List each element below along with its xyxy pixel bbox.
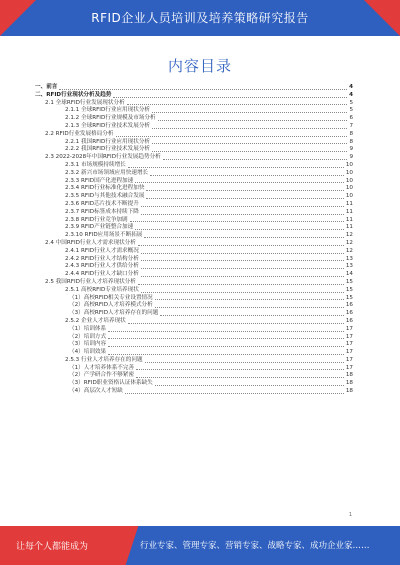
toc-entry[interactable] <box>35 146 353 154</box>
toc-entry-page: 12 <box>345 239 353 246</box>
toc-entry-page: 9 <box>349 154 353 161</box>
toc-entry-title: 2.5.1 高校RFID专业培养现状 <box>65 286 139 293</box>
toc-entry[interactable] <box>35 84 353 92</box>
toc-entry-title: （2）产学研合作不够紧密 <box>69 372 135 379</box>
toc-entry[interactable] <box>35 287 353 295</box>
toc-leader-dots <box>136 376 344 378</box>
toc-entry-title: （2）高校RFID人才培养模式分析 <box>69 302 153 309</box>
toc-entry-title: （3）高校RFID人才培养存在的问题 <box>69 310 159 317</box>
toc-entry-title: 2.3.7 RFID标签成本持续下降 <box>65 208 139 215</box>
toc-leader-dots <box>144 236 343 238</box>
toc-entry[interactable] <box>35 310 353 318</box>
toc-entry-page: 15 <box>345 286 353 293</box>
toc-entry[interactable] <box>35 349 353 357</box>
toc-entry-title: 2.3 2022-2028年中国RFID行业发展趋势分析 <box>45 154 161 161</box>
toc-entry[interactable] <box>35 248 353 256</box>
toc-entry[interactable] <box>35 162 353 170</box>
toc-entry-title: 2.1 全球RFID行业发展现状分析 <box>45 99 125 106</box>
toc-entry[interactable] <box>35 154 353 162</box>
page-number: 1 <box>348 512 352 518</box>
toc-entry-page: 18 <box>345 380 353 387</box>
toc-entry[interactable] <box>35 209 353 217</box>
toc-leader-dots <box>108 353 344 355</box>
toc-heading: 内容目录 <box>167 57 232 75</box>
toc-entry-title: 2.3.1 市场规模持续增长 <box>65 161 126 168</box>
toc-leader-dots <box>108 337 344 339</box>
toc-entry-page: 11 <box>345 224 353 231</box>
toc-leader-dots <box>160 314 344 316</box>
toc-entry[interactable] <box>35 318 353 326</box>
toc-entry-page: 16 <box>345 302 353 309</box>
toc-leader-dots <box>145 361 344 363</box>
toc-entry-page: 4 <box>349 84 353 90</box>
toc-leader-dots <box>113 96 347 98</box>
footer-bar <box>0 526 400 565</box>
toc-entry-page: 11 <box>345 208 353 215</box>
toc-entry-page: 14 <box>345 271 353 278</box>
table-of-contents <box>35 84 353 396</box>
toc-entry-page: 13 <box>345 263 353 270</box>
toc-entry-title: 2.1.2 全球RFID行业规模及市场分析 <box>65 115 156 122</box>
toc-entry[interactable] <box>35 357 353 365</box>
toc-entry-title: 2.4.1 RFID行业人才需求概况 <box>65 247 139 254</box>
toc-entry-page: 15 <box>345 294 353 301</box>
toc-leader-dots <box>163 158 348 160</box>
toc-entry-title: 2.5.2 企业人才培养现状 <box>65 317 126 324</box>
toc-leader-dots <box>135 228 344 230</box>
toc-entry[interactable] <box>35 388 353 396</box>
toc-leader-dots <box>138 244 344 246</box>
toc-entry-page: 11 <box>345 216 353 223</box>
toc-leader-dots <box>146 189 343 191</box>
toc-entry-title: 2.1.3 全球RFID行业技术发展分析 <box>65 122 151 129</box>
toc-leader-dots <box>141 291 344 293</box>
toc-entry-page: 10 <box>345 185 353 192</box>
toc-leader-dots <box>150 174 344 176</box>
toc-entry[interactable] <box>35 263 353 271</box>
toc-leader-dots <box>125 392 344 394</box>
toc-entry-page: 10 <box>345 169 353 176</box>
toc-entry[interactable] <box>35 92 353 100</box>
toc-leader-dots <box>138 283 344 285</box>
toc-leader-dots <box>116 135 348 137</box>
toc-entry-page: 12 <box>345 247 353 254</box>
toc-entry-page: 18 <box>345 388 353 395</box>
toc-entry-page: 17 <box>345 364 353 371</box>
toc-entry[interactable] <box>35 232 353 240</box>
toc-entry-title: 2.4 中国RFID行业人才需求现状分析 <box>45 239 136 246</box>
toc-leader-dots <box>128 166 344 168</box>
toc-leader-dots <box>152 127 347 129</box>
toc-entry-page: 4 <box>349 91 353 98</box>
toc-entry[interactable] <box>35 341 353 349</box>
toc-entry[interactable] <box>35 302 353 310</box>
toc-entry[interactable] <box>35 185 353 193</box>
toc-entry-title: （3）培训内容 <box>69 341 107 348</box>
toc-entry-page: 17 <box>345 341 353 348</box>
toc-leader-dots <box>127 103 348 105</box>
toc-entry[interactable] <box>35 380 353 388</box>
toc-entry-page: 8 <box>349 138 353 145</box>
toc-entry-title: 2.3.5 RFID与其他技术融合发展 <box>65 193 145 200</box>
toc-entry-page: 5 <box>349 99 353 106</box>
toc-leader-dots <box>59 88 347 90</box>
toc-leader-dots <box>141 275 344 277</box>
toc-entry-title: 2.4.4 RFID行业人才缺口分析 <box>65 271 139 278</box>
toc-leader-dots <box>128 322 344 324</box>
toc-entry[interactable] <box>35 123 353 131</box>
toc-leader-dots <box>152 142 347 144</box>
toc-leader-dots <box>141 267 344 269</box>
toc-leader-dots <box>108 330 344 332</box>
header-bar <box>0 0 400 36</box>
toc-entry-page: 6 <box>349 115 353 122</box>
toc-entry-title: （1）高校RFID相关专业设置情况 <box>69 294 153 301</box>
toc-leader-dots <box>158 119 348 121</box>
toc-entry-title: 2.3.10 RFID应用场景不断拓展 <box>65 232 143 239</box>
toc-leader-dots <box>141 213 344 215</box>
toc-leader-dots <box>141 205 344 207</box>
toc-entry-title: 2.2.1 我国RFID行业应用现状分析 <box>65 138 151 145</box>
toc-entry-page: 8 <box>349 130 353 137</box>
toc-entry-page: 13 <box>345 255 353 262</box>
footer-roles: 行业专家、管理专家、营销专家、战略专家、成功企业家…… <box>140 541 370 551</box>
toc-entry[interactable] <box>35 193 353 201</box>
toc-leader-dots <box>136 368 344 370</box>
toc-entry-page: 10 <box>345 177 353 184</box>
toc-entry[interactable] <box>35 271 353 279</box>
toc-entry-title: 一、前言 <box>35 84 58 90</box>
toc-entry-title: 二、RFID行业现状分析及趋势 <box>35 91 112 98</box>
toc-entry[interactable] <box>35 201 353 209</box>
toc-entry-title: 2.5.3 行业人才培养存在的问题 <box>65 356 143 363</box>
toc-leader-dots <box>155 306 344 308</box>
toc-entry-title: （3）RFID职业资格认证体系缺失 <box>69 380 153 387</box>
toc-entry-title: 2.3.8 RFID行业竞争加剧 <box>65 216 128 223</box>
toc-entry-page: 17 <box>345 349 353 356</box>
toc-entry-title: 2.3.2 新兴市场领域应用快速增长 <box>65 169 149 176</box>
toc-leader-dots <box>135 181 344 183</box>
toc-entry-page: 9 <box>349 146 353 153</box>
toc-entry-title: 2.2 RFID行业发展格局分析 <box>45 130 114 137</box>
toc-entry-title: 2.1.1 全球RFID行业应用现状分析 <box>65 107 151 114</box>
toc-entry[interactable] <box>35 279 353 287</box>
toc-entry-page: 5 <box>349 107 353 114</box>
report-title: RFID企业人员培训及培养策略研究报告 <box>91 11 309 25</box>
toc-entry-title: 2.5 我国RFID行业人才培养现状分析 <box>45 278 136 285</box>
toc-entry[interactable] <box>35 131 353 139</box>
toc-leader-dots <box>155 298 344 300</box>
toc-entry-page: 10 <box>345 161 353 168</box>
toc-entry-title: 2.3.3 RFID国产化进程加速 <box>65 177 134 184</box>
toc-leader-dots <box>130 220 344 222</box>
toc-entry[interactable] <box>35 170 353 178</box>
toc-leader-dots <box>155 384 344 386</box>
toc-leader-dots <box>141 259 344 261</box>
toc-entry-title: 2.3.4 RFID行业标准化进程加快 <box>65 185 145 192</box>
toc-entry[interactable] <box>35 224 353 232</box>
toc-entry-page: 15 <box>345 278 353 285</box>
toc-entry-page: 10 <box>345 193 353 200</box>
toc-entry-title: （4）培训效果 <box>69 349 107 356</box>
toc-entry-title: 2.3.9 RFID产业链整合加速 <box>65 224 134 231</box>
toc-entry-title: 2.2.2 我国RFID行业技术发展分析 <box>65 146 151 153</box>
toc-entry-title: （1）人才培养体系不完善 <box>69 364 135 371</box>
toc-entry-page: 17 <box>345 356 353 363</box>
toc-entry[interactable] <box>35 326 353 334</box>
toc-leader-dots <box>152 111 347 113</box>
toc-leader-dots <box>141 252 344 254</box>
toc-leader-dots <box>108 345 344 347</box>
footer-slogan: 让每个人都能成为 <box>16 542 89 552</box>
toc-entry-page: 7 <box>349 122 353 129</box>
toc-entry-title: 2.4.3 RFID行业人才供给分析 <box>65 263 139 270</box>
toc-entry-page: 16 <box>345 317 353 324</box>
toc-entry-page: 12 <box>345 232 353 239</box>
toc-entry-title: 2.3.6 RFID芯片技术不断提升 <box>65 200 139 207</box>
toc-entry-title: （1）培训体系 <box>69 325 107 332</box>
toc-entry-page: 17 <box>345 325 353 332</box>
toc-entry[interactable] <box>35 240 353 248</box>
toc-leader-dots <box>152 150 347 152</box>
toc-entry-title: （4）高层次人才短缺 <box>69 388 123 395</box>
toc-entry-title: 2.4.2 RFID行业人才结构分析 <box>65 255 139 262</box>
toc-entry-page: 18 <box>345 372 353 379</box>
toc-entry-page: 11 <box>345 200 353 207</box>
toc-entry-page: 17 <box>345 333 353 340</box>
toc-leader-dots <box>146 197 343 199</box>
toc-entry-title: （2）培训方式 <box>69 333 107 340</box>
toc-entry[interactable] <box>35 115 353 123</box>
toc-entry-page: 16 <box>345 310 353 317</box>
